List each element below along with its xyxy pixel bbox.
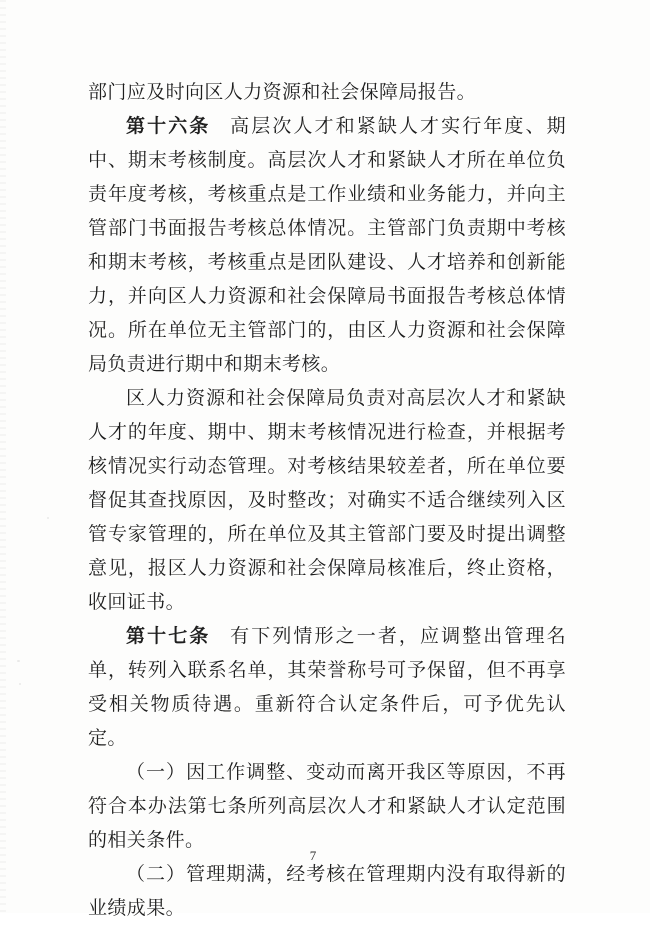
paragraph-text: 区人力资源和社会保障局负责对高层次人才和紧缺人才的年度、期中、期末考核情况进行检查，并根据考核情况实行动态管理。对考核结果较差者，所在单位要督促其查找原因，及时整改；对确实不适合继续列入区管专家管理的，所在单位及其主管部门要及时提出调整意见，报区人力资源和社会保障局核准后，终止资格，收回证书。 xyxy=(88,388,566,613)
paragraph-text: 有下列情形之一者，应调整出管理名单，转列入联系名单，其荣誉称号可予保留，但不再享受相关物质待遇。重新符合认定条件后，可予优先认定。 xyxy=(88,626,566,749)
paragraph-text: 部门应及时向区人力资源和社会保障局报告。 xyxy=(88,82,477,103)
document-body xyxy=(88,76,566,926)
paragraph-text: 高层次人才和紧缺人才实行年度、期中、期末考核制度。高层次人才和紧缺人才所在单位负责年度考核，考核重点是工作业绩和业务能力，并向主管部门书面报告考核总体情况。主管部门负责期中考核和期末考核，考核重点是团队建设、人才培养和创新能力，并向区人力资源和社会保障局书面报告考核总体情况。所在单位无主管部门的，由区人力资源和社会保障局负责进行期中和期末考核。 xyxy=(88,116,566,375)
paragraph xyxy=(88,756,566,858)
scan-speck xyxy=(47,517,49,519)
article-number: 第十七条 xyxy=(126,626,211,647)
article-number: 第十六条 xyxy=(126,116,211,137)
scan-speck xyxy=(19,683,21,685)
paragraph xyxy=(88,76,566,110)
paragraph xyxy=(88,382,566,620)
paragraph-text: （一）因工作调整、变动而离开我区等原因，不再符合本办法第七条所列高层次人才和紧缺人才认定范围的相关条件。 xyxy=(88,762,566,851)
article-paragraph xyxy=(88,620,566,756)
page-number: 7 xyxy=(309,848,317,863)
paragraph-text: （二）管理期满，经考核在管理期内没有取得新的业绩成果。 xyxy=(88,864,566,919)
article-paragraph xyxy=(88,110,566,382)
scan-speck xyxy=(17,660,20,662)
paragraph xyxy=(88,858,566,926)
scan-edge-artifact xyxy=(0,0,6,913)
